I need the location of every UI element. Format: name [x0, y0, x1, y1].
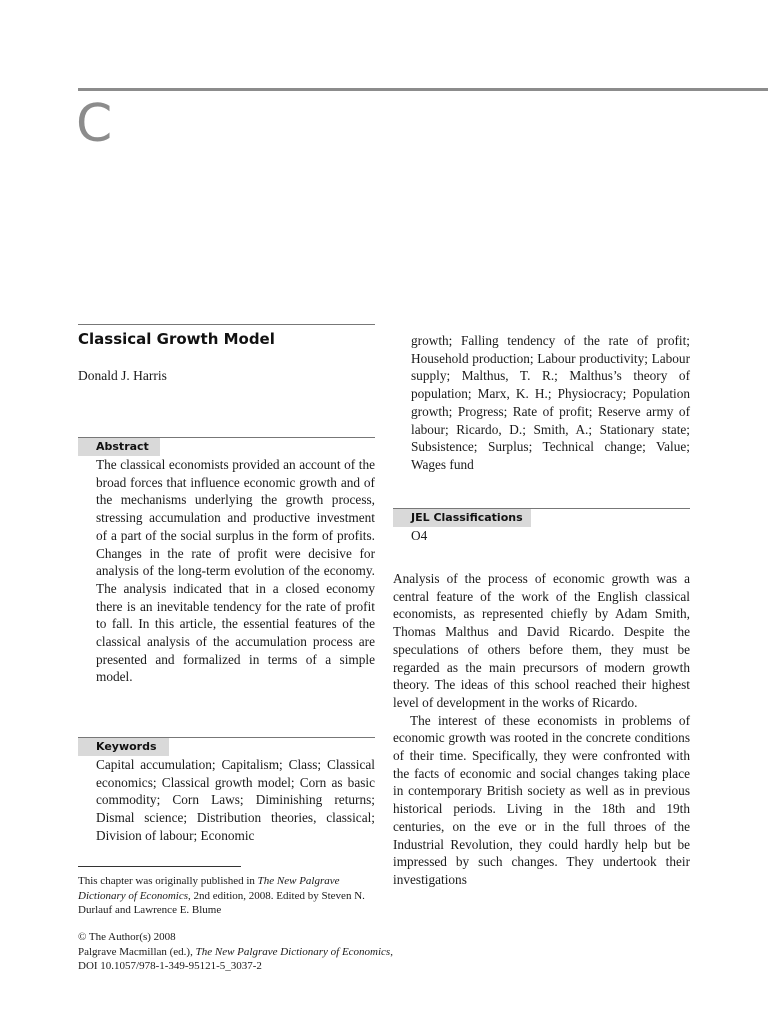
- keywords-label: Keywords: [78, 738, 169, 756]
- chapter-letter: C: [76, 94, 113, 154]
- jel-code: O4: [411, 528, 428, 543]
- body-paragraph-2: The interest of these economists in problems of economic growth was rooted in the concrete conditions of their time. Specifically, they were confronted with the facts of economic and social changes taking place in contemporary British society as well as in previous historical periods. Living in the 18th and 19th centuries, on the eve or in the full throes of the Industrial Revolution, they could hardly help but be impressed by such changes. They undertook their investigations: [393, 712, 690, 887]
- article-author: Donald J. Harris: [78, 368, 167, 383]
- publisher-work-title: The New Palgrave Dictionary of Economics: [195, 945, 391, 958]
- keywords-text: Capital accumulation; Capitalism; Class; Classical economics; Classical growth model; Corn as basic commodity; Corn Laws; Diminishing returns; Dismal science; Distribution theories, classical; Division of labour; Economic: [96, 757, 375, 843]
- body-paragraph-1: Analysis of the process of economic growth was a central feature of the work of the English classical economists, as represented chiefly by Adam Smith, Thomas Malthus and David Ricardo. Despite the speculations of others before them, they must be regarded as the main precursors of modern growth theory. The ideas of this school reached their highest level of development in the works of Ricardo.: [393, 571, 690, 710]
- body-text: [393, 570, 690, 889]
- keywords-text-continued: growth; Falling tendency of the rate of profit; Household production; Labour productivity; Labour supply; Malthus, T. R.; Malthus’s theory of population; Marx, K. H.; Physiocracy; Population growth; Progress; Rate of profit; Reserve army of labour; Ricardo, D.; Smith, A.; Stationary state; Subsistence; Surplus; Technical change; Value; Wages fund: [411, 333, 690, 472]
- abstract-text: The classical economists provided an account of the broad forces that influence economic growth and of the mechanisms underlying the growth process, stressing accumulation and productive investment of a part of the social surplus in the form of profits. Changes in the rate of profit were decisive for analysis of the long-term evolution of the economy. The analysis indicated that in a closed economy there is an inevitable tendency for the rate of profit to fall. In this article, the essential features of the classical analysis of the accumulation process are presented and formalized in terms of a simple model.: [96, 457, 375, 685]
- publisher-suffix: ,: [390, 945, 393, 958]
- footnote-rule: [78, 866, 241, 867]
- publisher-line: [78, 945, 498, 960]
- footnote-suffix: , 2nd edition, 2008. Edited by Steven N. Durlauf and Lawrence E. Blume: [78, 889, 365, 917]
- footnote-work-title: The New Palgrave Dictionary of Economics: [78, 875, 340, 902]
- top-rule: [78, 88, 768, 91]
- footnote-prefix: This chapter was originally published in: [78, 875, 258, 887]
- footnote: [78, 874, 378, 918]
- publisher-prefix: Palgrave Macmillan (ed.),: [78, 945, 196, 958]
- article-title: Classical Growth Model: [78, 330, 275, 348]
- jel-label: JEL Classifications: [393, 509, 531, 527]
- doi-line: DOI 10.1057/978-1-349-95121-5_3037-2: [78, 960, 262, 973]
- abstract-label: Abstract: [78, 438, 160, 456]
- copyright-block: [78, 930, 498, 974]
- copyright-line: © The Author(s) 2008: [78, 931, 176, 943]
- title-rule: [78, 324, 375, 325]
